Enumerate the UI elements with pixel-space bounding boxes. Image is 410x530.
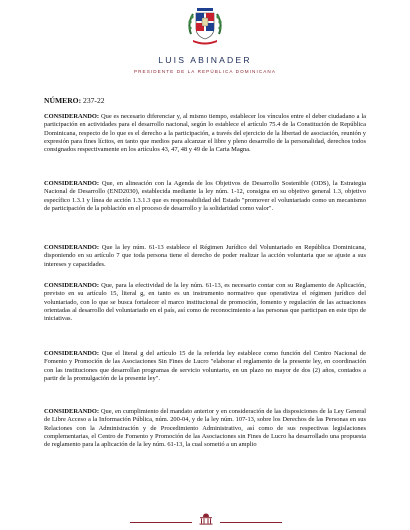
paragraph-text: Que, en cumplimiento del mandato anterior y en consideración de las disposiciones de la Ley General de Libre Acceso a la Información Pública, núm. 200-04, y de la ley núm. 107-13, sobre los Derechos de las Personas en sus Relaciones con la Administración y de Procedimiento Administrativo, así como de sus respectivas legislaciones complementarias, el Centro de Fomento y Promoción de las Asociaciones sin Fines de Lucro ha desarrollado una propuesta de reglamento para la aplicación de la ley núm. 61-13, la cual sometió a un amplio <box>44 408 367 449</box>
document-number-value: 237-22 <box>83 96 105 105</box>
footer-divider <box>130 522 192 523</box>
president-name: LUIS ABINADER <box>158 55 252 65</box>
considerando-paragraph <box>44 408 366 450</box>
considerando-paragraph <box>44 113 366 155</box>
considerando-paragraph <box>44 244 366 269</box>
considerando-label: CONSIDERANDO: <box>44 244 100 251</box>
footer-divider <box>220 522 282 523</box>
palace-emblem-icon <box>199 513 213 525</box>
considerando-paragraph <box>44 350 366 383</box>
considerando-label: CONSIDERANDO: <box>44 113 100 120</box>
coat-of-arms-icon <box>183 4 227 48</box>
paragraph-text: Que el literal g del artículo 15 de la referida ley establece como función del Centro Nacional de Fomento y Promoción de las Asociaciones Sin Fines de Lucro "elaborar el reglamento de la presente ley, en coordinación con las instituciones que desarrollan programas de servicio voluntario, en un plazo no mayor de dos (2) años, contados a partir de la promulgación de la presente ley". <box>44 350 367 383</box>
considerando-label: CONSIDERANDO: <box>44 350 100 357</box>
paragraph-text: Que, para la efectividad de la ley núm. 61-13, es necesario contar con su Reglamento de Aplicación, previsto en su artículo 15, literal g, en tanto es un instrumento normativo que operativiza el régimen jurídico del voluntariado, con lo que se busca fortalecer el marco institucional de promoción, fomento y regulación de las actuaciones orientadas al desarrollo del voluntariado en el país, así como de reconocimiento a las personas que participan en este tipo de iniciativas. <box>44 282 366 323</box>
president-title: PRESIDENTE DE LA REPÚBLICA DOMINICANA <box>133 69 277 74</box>
paragraph-text: Que, en alineación con la Agenda de los Objetivos de Desarrollo Sostenible (ODS), la Estrategia Nacional de Desarrollo (END2030), establecida mediante la ley núm. 1-12, consigna en su objetivo general 1.3, objetivo específico 1.3.1 y línea de acción 1.3.1.3 que es responsabilidad del Estado "promover el voluntariado como un mecanismo de participación de la población en el proceso de desarrollo y la solidaridad como valor". <box>44 180 366 213</box>
considerando-label: CONSIDERANDO: <box>44 282 100 289</box>
paragraph-text: Que es necesario diferenciar y, al mismo tiempo, establecer los vínculos entre el deber ciudadano a la participación en actividades para el desarrollo nacional, según lo establece el artículo 75.4 de la Constitución de República Dominicana, respecto de lo que es el derecho a la participación, a través del ejercicio de la libertad de asociación, reunión y expresión para fines lícitos, en tanto que medios para alcanzar el libre y pleno desarrollo de la personalidad, derechos todos consignados respectivamente en los artículos 43, 47, 48 y 49 de la Carta Magna. <box>44 113 366 154</box>
paragraph-text: Que la ley núm. 61-13 establece el Régimen Jurídico del Voluntariado en República Dominicana, disponiendo en su artículo 7 que toda persona tiene el derecho de poder realizar la acción voluntaria que se ajuste a sus intereses y capacidades. <box>44 244 367 268</box>
considerando-label: CONSIDERANDO: <box>44 408 100 415</box>
considerando-paragraph <box>44 282 366 324</box>
considerando-label: CONSIDERANDO: <box>44 180 100 187</box>
document-number <box>44 96 105 105</box>
considerando-paragraph <box>44 180 366 213</box>
document-number-label: NÚMERO: <box>44 96 82 105</box>
